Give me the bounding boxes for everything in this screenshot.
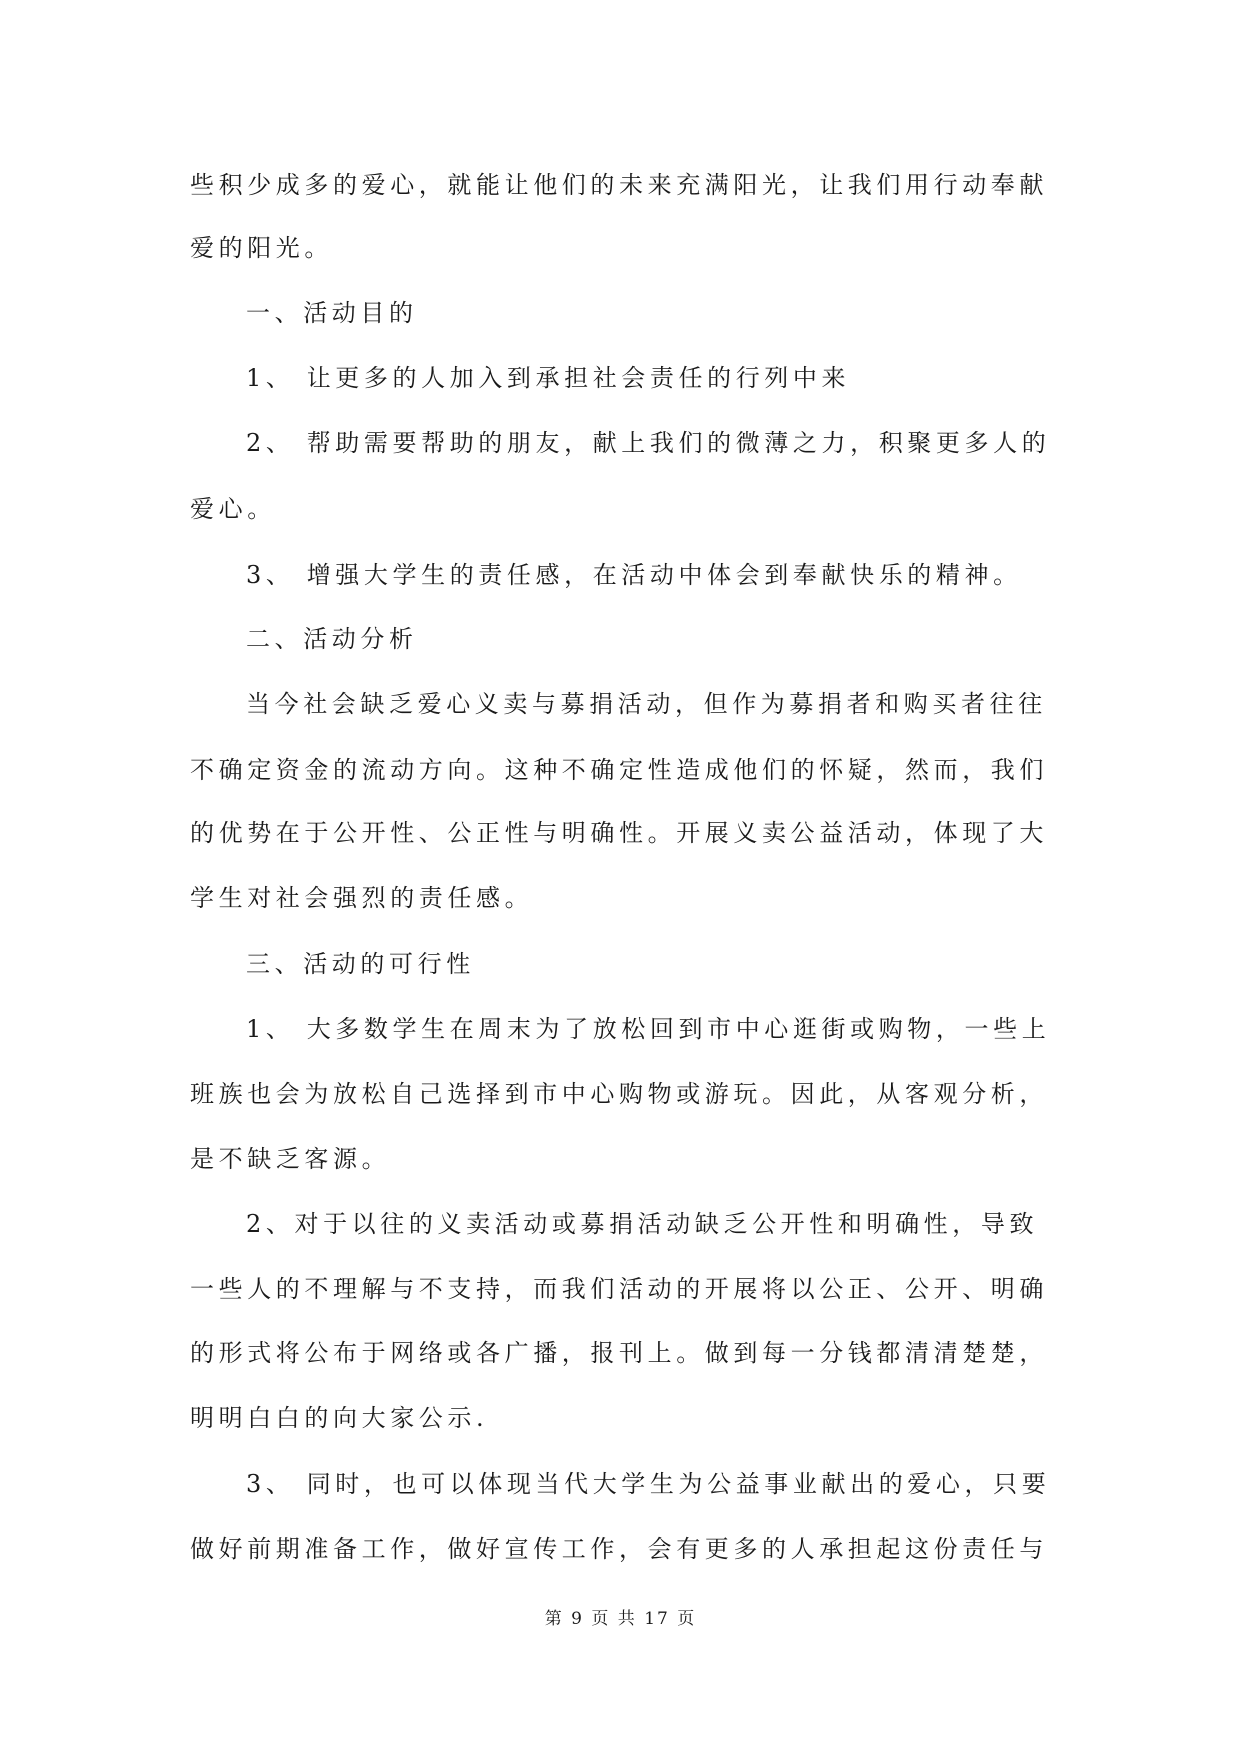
text-line: 爱的阳光。 <box>190 234 333 262</box>
list-item: 3、 同时，也可以体现当代大学生为公益事业献出的爱心，只要 <box>246 1470 1051 1498</box>
section-heading: 二、活动分析 <box>246 625 418 653</box>
text-line: 爱心。 <box>190 495 276 523</box>
text-line: 一些人的不理解与不支持，而我们活动的开展将以公正、公开、明确 <box>190 1275 1048 1303</box>
list-item: 1、 让更多的人加入到承担社会责任的行列中来 <box>246 364 851 392</box>
page-number: 第 9 页 共 17 页 <box>544 1609 697 1629</box>
text-line: 班族也会为放松自己选择到市中心购物或游玩。因此，从客观分析， <box>190 1080 1048 1108</box>
text-line: 做好前期准备工作，做好宣传工作，会有更多的人承担起这份责任与 <box>190 1535 1048 1563</box>
list-item: 3、 增强大学生的责任感，在活动中体会到奉献快乐的精神。 <box>246 561 1022 589</box>
text-line: 的优势在于公开性、公正性与明确性。开展义卖公益活动，体现了大 <box>190 819 1048 847</box>
list-item: 1、 大多数学生在周末为了放松回到市中心逛街或购物，一些上 <box>246 1015 1051 1043</box>
text-line: 是不缺乏客源。 <box>190 1145 391 1173</box>
section-heading: 三、活动的可行性 <box>246 950 475 978</box>
list-item: 2、对于以往的义卖活动或募捐活动缺乏公开性和明确性，导致 <box>246 1210 1039 1238</box>
list-item: 2、 帮助需要帮助的朋友，献上我们的微薄之力，积聚更多人的 <box>246 429 1051 457</box>
text-line: 明明白白的向大家公示. <box>190 1404 489 1432</box>
text-line: 学生对社会强烈的责任感。 <box>190 884 534 912</box>
text-line: 的形式将公布于网络或各广播，报刊上。做到每一分钱都清清楚楚， <box>190 1339 1048 1367</box>
text-line: 当今社会缺乏爱心义卖与募捐活动，但作为募捐者和购买者往往 <box>246 690 1047 718</box>
text-line: 不确定资金的流动方向。这种不确定性造成他们的怀疑，然而，我们 <box>190 756 1048 784</box>
section-heading: 一、活动目的 <box>246 299 418 327</box>
text-line: 些积少成多的爱心，就能让他们的未来充满阳光，让我们用行动奉献 <box>190 171 1048 199</box>
